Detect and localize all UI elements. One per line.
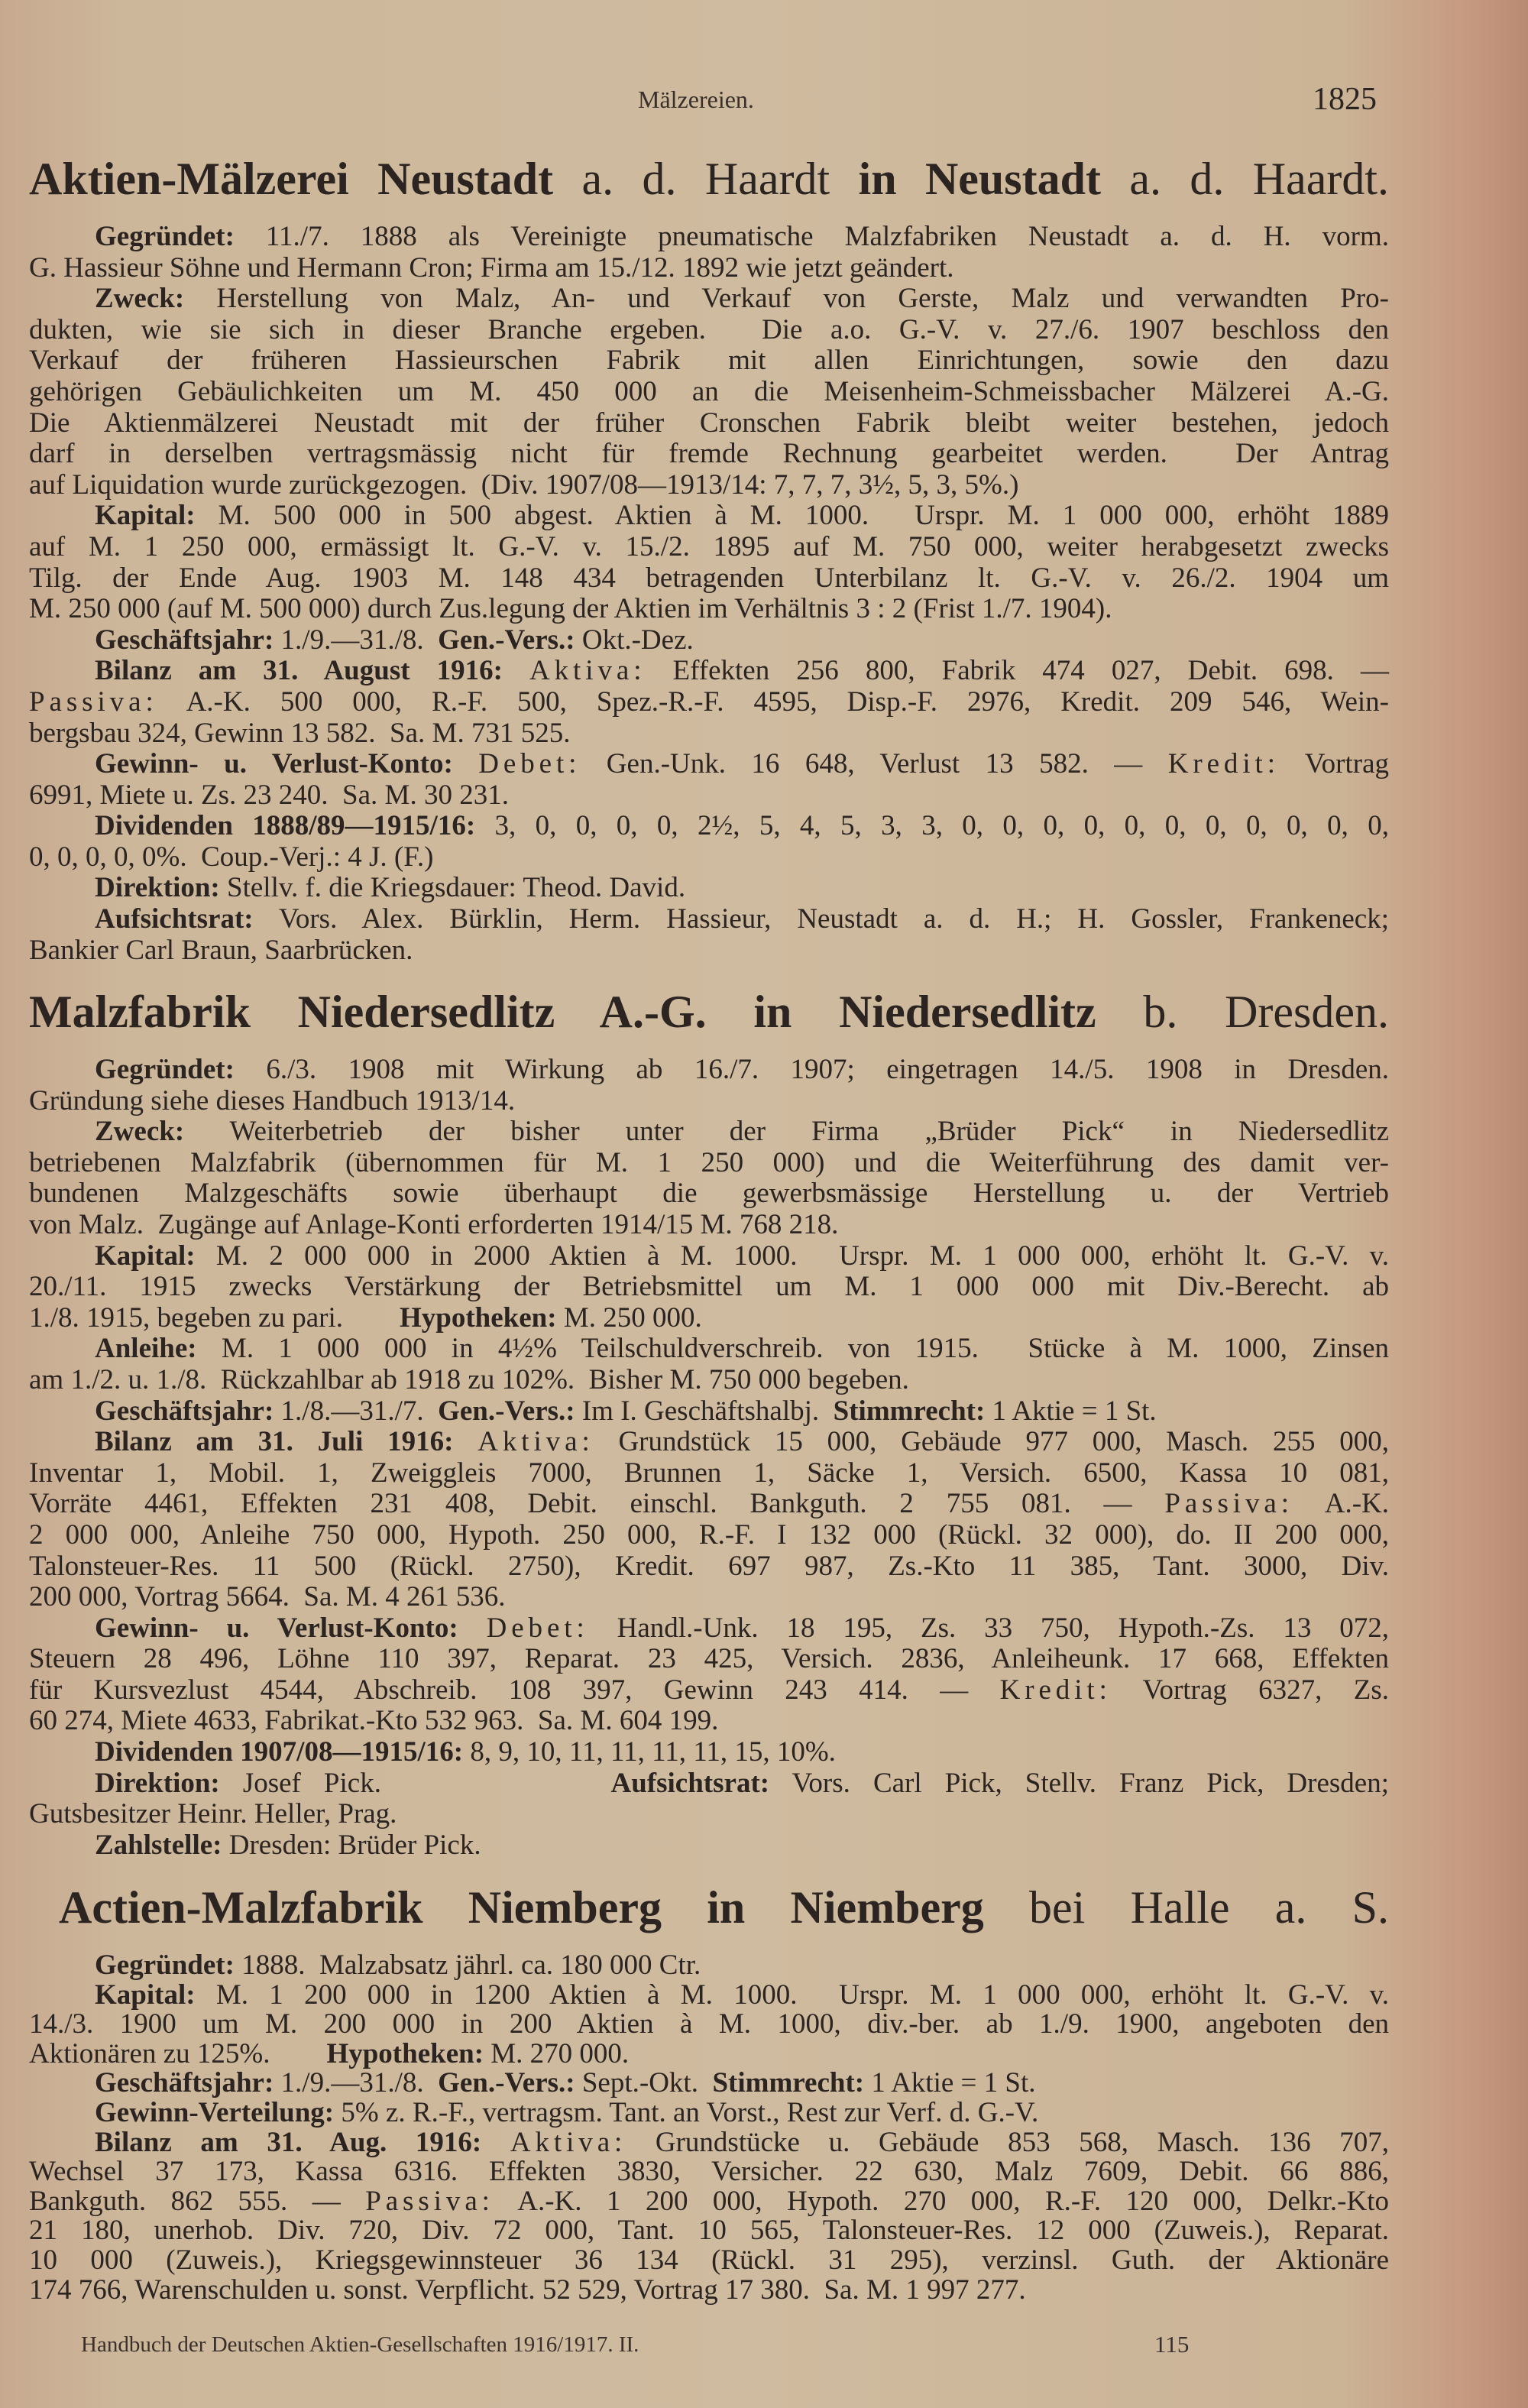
field-label: Stimmrecht:	[712, 2067, 865, 2099]
text-line	[29, 2276, 1389, 2306]
text-line	[29, 1551, 1389, 1583]
text-run: 5% z. R.-F., vertragsm. Tant. an Vorst., Rest zur Verf. d. G.-V.	[334, 2096, 1039, 2128]
text-run: Tilg. der Ende Aug. 1903 M. 148 434 betragenden Unterbilanz lt. G.-V. v. 26./2. 1904 um	[29, 562, 1389, 594]
field-label: Anleihe:	[95, 1333, 197, 1365]
text-run: Okt.-Dez.	[575, 624, 694, 656]
company-title	[29, 151, 1389, 206]
text-run: M. 1 000 000 in 4½% Teilschuldverschreib. von 1915. Stücke à M. 1000, Zinsen	[196, 1333, 1389, 1365]
text-run: M. 500 000 in 500 abgest. Aktien à M. 1000. Urspr. M. 1 000 000, erhöht 1889	[195, 500, 1389, 532]
account-side-label: Debet:	[478, 748, 581, 780]
text-run: 3, 0, 0, 0, 0, 2½, 5, 4, 5, 3, 3, 0, 0, 0, 0, 0, 0, 0, 0, 0, 0, 0,	[475, 810, 1389, 842]
text-line	[29, 345, 1389, 377]
text-run: Effekten 256 800, Fabrik 474 027, Debit. 698. —	[646, 655, 1389, 687]
text-run: 1./9.—31./8.	[274, 624, 439, 656]
text-run: 14./3. 1900 um M. 200 000 in 200 Aktien à M. 1000, div.-ber. ab 1./9. 1900, angeboten den	[29, 2008, 1389, 2040]
text-run: Handl.-Unk. 18 195, Zs. 33 750, Hypoth.-Zs. 13 072,	[588, 1612, 1389, 1644]
text-line	[29, 408, 1389, 439]
text-run: 1 Aktie = 1 St.	[985, 1395, 1157, 1427]
text-line	[29, 1582, 1389, 1613]
text-run: 1./9.—31./8.	[274, 2067, 439, 2099]
text-line	[29, 2187, 1389, 2217]
text-run	[458, 1612, 487, 1644]
text-line	[29, 501, 1389, 532]
text-line	[29, 2037, 1389, 2069]
text-run	[453, 1426, 478, 1457]
account-side-label: Kredit:	[999, 1674, 1112, 1706]
text-line	[29, 935, 1389, 967]
text-run: 1./8. 1915, begeben zu pari.	[29, 1301, 400, 1334]
text-line	[29, 1737, 1389, 1768]
text-run: auf Liquidation wurde zurückgezogen. (Div. 1907/08—1913/14: 7, 7, 7, 3½, 5, 3, 5%.)	[29, 468, 1019, 501]
text-line	[29, 749, 1389, 780]
text-line	[29, 1241, 1389, 1272]
text-run: Weiterbetrieb der bisher unter der Firma „Brüder Pick“ in Niedersedlitz	[184, 1116, 1389, 1148]
company-title	[29, 984, 1389, 1039]
text-run: 21 180, unerhob. Div. 720, Div. 72 000, Tant. 10 565, Talonsteuer-Res. 12 000 (Zuweis.), Reparat.	[29, 2215, 1389, 2247]
text-run: A.-K. 500 000, R.-F. 500, Spez.-R.-F. 4595, Disp.-F. 2976, Kredit. 209 546, Wein-	[157, 685, 1389, 718]
text-line	[29, 222, 1389, 253]
field-label: Gen.-Vers.:	[438, 624, 575, 656]
text-line	[29, 1706, 1389, 1737]
text-line	[29, 1427, 1389, 1458]
text-run: Vortrag 6327, Zs.	[1111, 1674, 1389, 1706]
field-label: Zweck:	[95, 283, 185, 315]
entry-body	[29, 1951, 1389, 2305]
text-run: betriebenen Malzfabrik (übernommen für M. 1 250 000) und die Weiterführung des damit ver-	[29, 1146, 1389, 1178]
text-run: Im I. Geschäftshalbj.	[575, 1395, 834, 1427]
text-run: von Malz. Zugänge auf Anlage-Konti erforderten 1914/15 M. 768 218.	[29, 1208, 839, 1240]
text-line	[29, 2246, 1389, 2276]
text-run: Grundstück 15 000, Gebäude 977 000, Masch. 255 000,	[594, 1426, 1390, 1458]
text-line	[29, 1613, 1389, 1645]
text-run: Sept.-Okt.	[575, 2067, 713, 2099]
field-label: Gewinn-Verteilung:	[95, 2096, 335, 2128]
account-side-label: Debet:	[486, 1612, 589, 1644]
text-line	[29, 2098, 1389, 2128]
text-run: Aktionären zu 125%.	[29, 2037, 327, 2069]
text-run: Wechsel 37 173, Kassa 6316. Effekten 3830, Versicher. 22 630, Malz 7609, Debit. 66 886,	[29, 2156, 1389, 2188]
text-run	[503, 655, 529, 686]
text-run: Talonsteuer-Res. 11 500 (Rückl. 2750), Kredit. 697 987, Zs.-Kto 11 385, Tant. 3000, Div.	[29, 1550, 1389, 1582]
field-label: Bilanz am 31. August 1916:	[95, 655, 503, 687]
text-run: gehörigen Gebäulichkeiten um M. 450 000 an die Meisenheim-Schmeissbacher Mälzerei A.-G.	[29, 375, 1389, 407]
text-line	[29, 1396, 1389, 1428]
entry-body	[29, 1055, 1389, 1861]
text-run: 2 000 000, Anleihe 750 000, Hypoth. 250 000, R.-F. I 132 000 (Rückl. 32 000), do. II 200 000,	[29, 1518, 1389, 1551]
field-label: Bilanz am 31. Juli 1916:	[95, 1426, 454, 1458]
account-side-label: Aktiva:	[510, 2126, 627, 2158]
company-title-part: a. d. Haardt.	[1100, 154, 1390, 204]
text-line	[29, 1520, 1389, 1551]
field-label: Dividenden 1888/89—1915/16:	[95, 810, 476, 842]
company-title-part: Actien-Malzfabrik Niemberg in Niemberg	[59, 1882, 984, 1933]
text-line	[29, 563, 1389, 595]
text-line	[29, 253, 1389, 284]
text-run: bergsbau 324, Gewinn 13 582. Sa. M. 731 525.	[29, 717, 571, 749]
text-line	[29, 811, 1389, 842]
company-title-part: Aktien-Mälzerei Neustadt	[29, 154, 554, 204]
text-run: 0, 0, 0, 0, 0%. Coup.-Verj.: 4 J. (F.)	[29, 841, 434, 873]
field-label: Hypotheken:	[400, 1301, 557, 1334]
company-title-part: Malzfabrik Niedersedlitz A.-G. in Niedersedlitz	[29, 987, 1096, 1037]
field-label: Gewinn- u. Verlust-Konto:	[95, 1612, 458, 1644]
text-line	[29, 656, 1389, 687]
text-line	[29, 2157, 1389, 2187]
account-side-label: Aktiva:	[529, 655, 646, 687]
field-label: Geschäftsjahr:	[95, 1395, 274, 1427]
text-line	[29, 1178, 1389, 1210]
text-line	[29, 718, 1389, 750]
text-run: G. Hassieur Söhne und Hermann Cron; Firma am 15./12. 1892 wie jetzt geändert.	[29, 251, 954, 284]
text-line	[29, 687, 1389, 718]
text-run: Verkauf der früheren Hassieurschen Fabrik mit allen Einrichtungen, sowie den dazu	[29, 345, 1389, 377]
text-line	[29, 625, 1389, 656]
text-line	[29, 1334, 1389, 1365]
text-line	[29, 377, 1389, 408]
text-run: Josef Pick.	[219, 1767, 611, 1799]
text-run: Bankier Carl Braun, Saarbrücken.	[29, 934, 413, 966]
text-run: auf M. 1 250 000, ermässigt lt. G.-V. v. 15./2. 1895 auf M. 750 000, weiter herabgesetzt zwecks	[29, 530, 1389, 562]
text-line	[29, 1644, 1389, 1675]
text-line	[29, 1116, 1389, 1148]
running-head: Mälzereien.	[638, 86, 754, 113]
text-run: Grundstücke u. Gebäude 853 568, Masch. 136 707,	[626, 2126, 1390, 2158]
page-number: 1825	[1313, 82, 1377, 117]
text-run: 20./11. 1915 zwecks Verstärkung der Betriebsmittel um M. 1 000 000 mit Div.-Berecht. ab	[29, 1271, 1389, 1303]
text-line	[29, 532, 1389, 563]
text-run: Gründung siehe dieses Handbuch 1913/14.	[29, 1084, 516, 1116]
text-run: 1888. Malzabsatz jährl. ca. 180 000 Ctr.	[234, 1949, 701, 1981]
field-label: Gegründet:	[95, 221, 235, 252]
text-run: darf in derselben vertragsmässig nicht für fremde Rechnung gearbeitet werden. Der Antrag	[29, 438, 1389, 470]
text-run: 11./7. 1888 als Vereinigte pneumatische Malzfabriken Neustadt a. d. H. vorm.	[234, 221, 1389, 252]
text-run: Vors. Carl Pick, Stellv. Franz Pick, Dresden;	[769, 1767, 1389, 1799]
text-run: Gen.-Unk. 16 648, Verlust 13 582. —	[581, 748, 1168, 780]
text-line	[29, 1458, 1389, 1489]
text-line	[29, 1799, 1389, 1830]
field-label: Direktion:	[95, 1767, 220, 1799]
text-line	[29, 439, 1389, 470]
text-run: A.-K.	[1293, 1488, 1389, 1520]
text-run: M. 2 000 000 in 2000 Aktien à M. 1000. Urspr. M. 1 000 000, erhöht lt. G.-V. v.	[195, 1240, 1389, 1272]
text-line	[29, 1086, 1389, 1117]
text-line	[29, 1272, 1389, 1303]
text-line	[29, 470, 1389, 501]
text-run: Vortrag	[1279, 748, 1389, 780]
text-line	[29, 1675, 1389, 1706]
text-run: 6./3. 1908 mit Wirkung ab 16./7. 1907; eingetragen 14./5. 1908 in Dresden.	[234, 1054, 1389, 1085]
account-side-label: Kredit:	[1167, 748, 1280, 780]
field-label: Zahlstelle:	[95, 1829, 222, 1861]
text-run: A.-K. 1 200 000, Hypoth. 270 000, R.-F. 120 000, Delkr.-Kto	[494, 2185, 1389, 2217]
text-line	[29, 1981, 1389, 2011]
text-run: 10 000 (Zuweis.), Kriegsgewinnsteuer 36 134 (Rückl. 31 295), verzinsl. Guth. der Aktionäre	[29, 2244, 1389, 2276]
text-run: 174 766, Warenschulden u. sonst. Verpflicht. 52 529, Vortrag 17 380. Sa. M. 1 997 277.	[29, 2274, 1026, 2306]
text-run: dukten, wie sie sich in dieser Branche ergeben. Die a.o. G.-V. v. 27./6. 1907 beschloss den	[29, 313, 1389, 345]
text-line	[29, 1365, 1389, 1396]
field-label: Gegründet:	[95, 1054, 235, 1085]
text-run: M. 250 000.	[556, 1301, 702, 1334]
field-label: Hypotheken:	[326, 2037, 484, 2069]
field-label: Stimmrecht:	[833, 1395, 986, 1427]
text-run: am 1./2. u. 1./8. Rückzahlbar ab 1918 zu 102%. Bisher M. 750 000 begeben.	[29, 1363, 909, 1395]
text-line	[29, 2069, 1389, 2098]
text-run: 200 000, Vortrag 5664. Sa. M. 4 261 536.	[29, 1581, 506, 1613]
account-side-label: Passiva:	[1164, 1488, 1293, 1520]
account-side-label: Aktiva:	[478, 1426, 594, 1458]
field-label: Gen.-Vers.:	[438, 2067, 575, 2099]
entry-body	[29, 222, 1389, 966]
company-title-part: bei Halle a. S.	[983, 1882, 1389, 1933]
text-line	[29, 594, 1389, 625]
text-run: Vorräte 4461, Effekten 231 408, Debit. einschl. Bankguth. 2 755 081. —	[29, 1488, 1165, 1520]
field-label: Dividenden 1907/08—1915/16:	[95, 1736, 464, 1768]
account-side-label: Passiva:	[365, 2185, 494, 2217]
text-run: M. 250 000 (auf M. 500 000) durch Zus.legung der Aktien im Verhältnis 3 : 2 (Frist 1./7. 1904).	[29, 593, 1112, 625]
text-run: Die Aktienmälzerei Neustadt mit der früher Cronschen Fabrik bleibt weiter bestehen, jedoch	[29, 407, 1389, 439]
text-run: Vors. Alex. Bürklin, Herm. Hassieur, Neustadt a. d. H.; H. Gossler, Frankeneck;	[253, 903, 1389, 935]
field-label: Kapital:	[95, 500, 196, 532]
text-run: Steuern 28 496, Löhne 110 397, Reparat. 23 425, Versich. 2836, Anleiheunk. 17 668, Effekten	[29, 1643, 1389, 1675]
text-run: 60 274, Miete 4633, Fabrikat.-Kto 532 963. Sa. M. 604 199.	[29, 1705, 719, 1737]
text-line	[29, 1148, 1389, 1179]
text-run: Stellv. f. die Kriegsdauer: Theod. David.	[219, 872, 686, 904]
text-run: 8, 9, 10, 11, 11, 11, 11, 15, 10%.	[463, 1736, 836, 1768]
text-run: M. 1 200 000 in 1200 Aktien à M. 1000. Urspr. M. 1 000 000, erhöht lt. G.-V. v.	[195, 1979, 1389, 2011]
account-side-label: Passiva:	[29, 685, 158, 718]
text-line	[29, 2128, 1389, 2158]
text-line	[29, 1830, 1389, 1862]
text-run: Inventar 1, Mobil. 1, Zweiggleis 7000, Brunnen 1, Säcke 1, Versich. 6500, Kassa 10 081,	[29, 1457, 1389, 1489]
company-title-part: a. d. Haardt	[553, 154, 859, 204]
text-run: Gutsbesitzer Heinr. Heller, Prag.	[29, 1798, 397, 1830]
text-line	[29, 2216, 1389, 2246]
field-label: Kapital:	[95, 1240, 196, 1272]
company-title-part: b. Dresden.	[1096, 987, 1389, 1037]
text-run	[453, 748, 478, 779]
text-line	[29, 284, 1389, 315]
text-run: Herstellung von Malz, An- und Verkauf von Gerste, Malz und verwandten Pro-	[184, 283, 1389, 315]
text-line	[29, 1951, 1389, 1981]
text-line	[29, 2010, 1389, 2040]
text-run: Bankguth. 862 555. —	[29, 2185, 366, 2217]
text-run	[481, 2127, 510, 2158]
text-line	[29, 315, 1389, 346]
text-run: 1./8.—31./7.	[274, 1395, 439, 1427]
field-label: Geschäftsjahr:	[95, 2067, 274, 2099]
company-title	[59, 1880, 1389, 1935]
text-run: 6991, Miete u. Zs. 23 240. Sa. M. 30 231.	[29, 779, 509, 811]
field-label: Kapital:	[95, 1979, 196, 2011]
field-label: Aufsichtsrat:	[95, 903, 254, 935]
footer-book-title: Handbuch der Deutschen Aktien-Gesellschaften 1916/1917. II.	[81, 2332, 639, 2357]
footer-signature: 115	[1154, 2331, 1190, 2358]
field-label: Direktion:	[95, 872, 220, 904]
text-line	[29, 1303, 1389, 1334]
text-line	[29, 780, 1389, 812]
text-line	[29, 873, 1389, 904]
field-label: Gewinn- u. Verlust-Konto:	[95, 748, 453, 780]
text-run: 1 Aktie = 1 St.	[864, 2067, 1036, 2099]
field-label: Aufsichtsrat:	[610, 1767, 770, 1799]
text-line	[29, 904, 1389, 935]
text-run: Dresden: Brüder Pick.	[222, 1829, 481, 1861]
company-title-part: in Neustadt	[858, 154, 1101, 204]
text-line	[29, 1210, 1389, 1241]
text-run: bundenen Malzgeschäfts sowie überhaupt die gewerbsmässige Herstellung u. der Vertrieb	[29, 1178, 1389, 1210]
field-label: Geschäftsjahr:	[95, 624, 274, 656]
field-label: Bilanz am 31. Aug. 1916:	[95, 2126, 482, 2158]
text-line	[29, 1768, 1389, 1800]
text-line	[29, 1055, 1389, 1086]
field-label: Gegründet:	[95, 1949, 235, 1981]
text-run: M. 270 000.	[484, 2037, 630, 2069]
text-run: für Kursvezlust 4544, Abschreib. 108 397, Gewinn 243 414. —	[29, 1674, 1000, 1706]
text-line	[29, 842, 1389, 873]
field-label: Zweck:	[95, 1116, 185, 1148]
text-line	[29, 1489, 1389, 1520]
field-label: Gen.-Vers.:	[438, 1395, 575, 1427]
